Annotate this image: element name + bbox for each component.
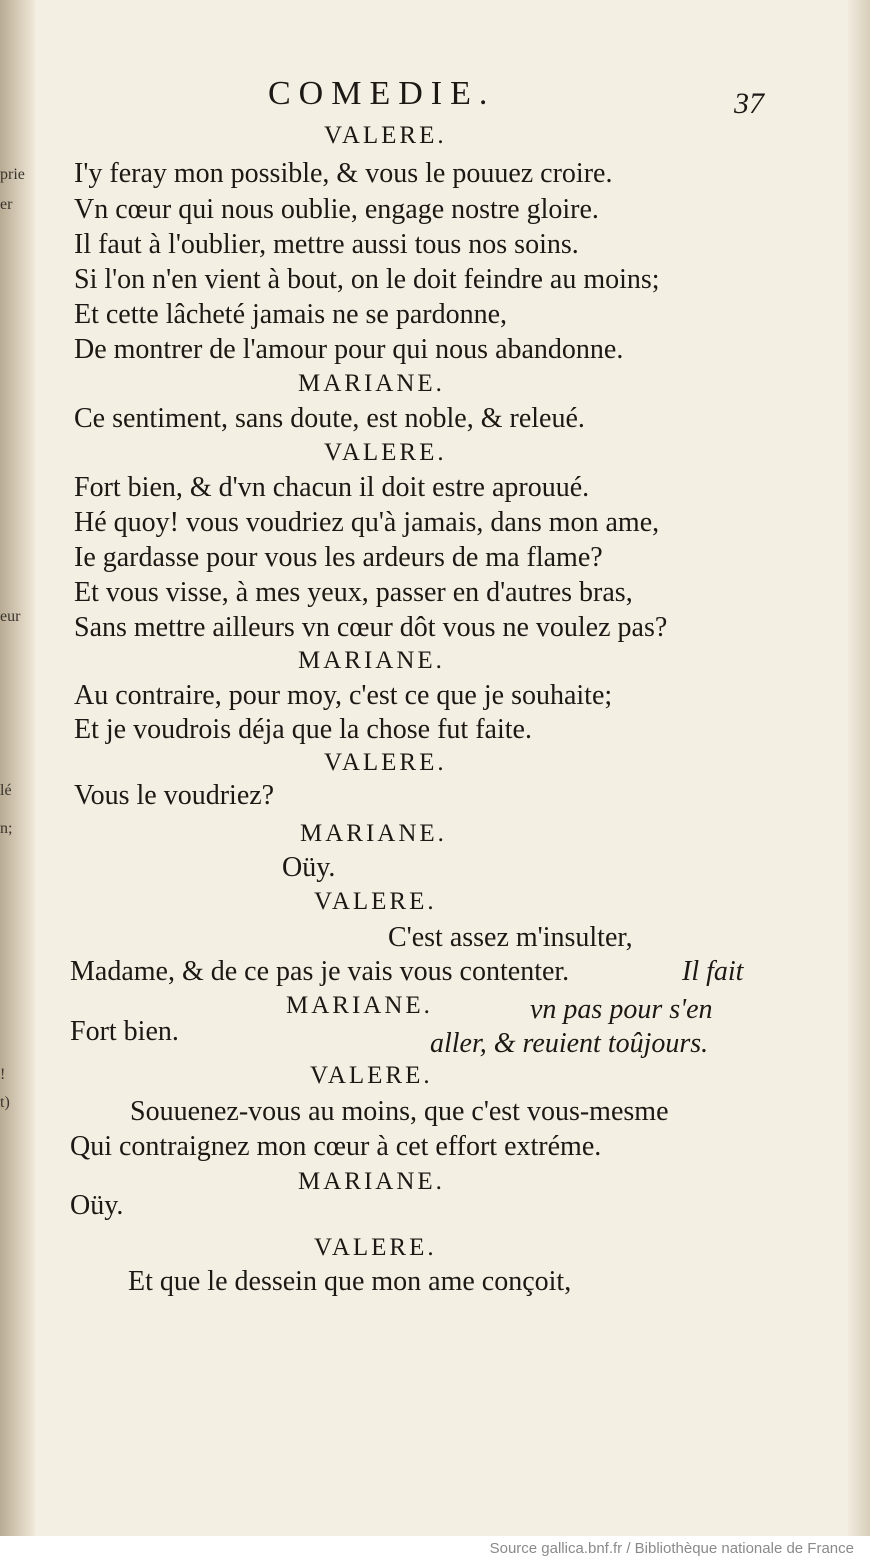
previous-page-edge <box>0 0 34 1536</box>
running-head: COMEDIE. <box>268 75 496 112</box>
verse-line: I'y feray mon possible, & vous le pouuez croire. <box>74 158 613 189</box>
verse-line: Il faut à l'oublier, mettre aussi tous nos soins. <box>74 229 579 260</box>
stage-direction: aller, & reuient toûjours. <box>430 1028 709 1059</box>
verse-line: Et je voudrois déja que la chose fut faite. <box>74 714 532 745</box>
margin-fragment: ! <box>0 1066 6 1083</box>
verse-line: Souuenez-vous au moins, que c'est vous-mesme <box>130 1096 669 1127</box>
verse-line: Ie gardasse pour vous les ardeurs de ma flame? <box>74 542 603 573</box>
verse-line: Et que le dessein que mon ame conçoit, <box>128 1266 572 1297</box>
binding-shadow <box>848 0 870 1536</box>
margin-fragment: lé <box>0 782 12 799</box>
speaker-heading: MARIANE. <box>298 370 445 397</box>
verse-line: Qui contraignez mon cœur à cet effort extréme. <box>70 1131 602 1162</box>
verse-line: De montrer de l'amour pour qui nous abandonne. <box>74 334 624 365</box>
stage-direction: vn pas pour s'en <box>530 994 713 1025</box>
verse-line: Vous le voudriez? <box>74 780 275 811</box>
verse-line: Oüy. <box>70 1190 124 1221</box>
speaker-heading: VALERE. <box>324 122 447 149</box>
verse-line: Oüy. <box>282 852 336 883</box>
verse-line: Hé quoy! vous voudriez qu'à jamais, dans mon ame, <box>74 507 660 538</box>
speaker-heading: MARIANE. <box>298 1168 445 1195</box>
page-number: 37 <box>734 87 764 120</box>
verse-line: Et cette lâcheté jamais ne se pardonne, <box>74 299 508 330</box>
verse-line: Et vous visse, à mes yeux, passer en d'autres bras, <box>74 577 633 608</box>
speaker-heading: VALERE. <box>324 749 447 776</box>
page-body <box>36 0 848 1536</box>
margin-fragment: eur <box>0 608 21 625</box>
verse-line: Madame, & de ce pas je vais vous contenter. <box>70 956 570 987</box>
margin-fragment: er <box>0 196 13 213</box>
margin-fragment: prie <box>0 166 25 183</box>
verse-line: Sans mettre ailleurs vn cœur dôt vous ne voulez pas? <box>74 612 668 643</box>
verse-line: Si l'on n'en vient à bout, on le doit feindre au moins; <box>74 264 660 295</box>
speaker-heading: VALERE. <box>314 888 437 915</box>
stage-direction: Il fait <box>682 956 744 987</box>
speaker-heading: VALERE. <box>324 439 447 466</box>
verse-line: C'est assez m'insulter, <box>388 922 633 953</box>
verse-line: Vn cœur qui nous oublie, engage nostre gloire. <box>74 194 599 225</box>
speaker-heading: VALERE. <box>310 1062 433 1089</box>
verse-line: Au contraire, pour moy, c'est ce que je souhaite; <box>74 680 613 711</box>
verse-line: Ce sentiment, sans doute, est noble, & releué. <box>74 403 585 434</box>
margin-fragment: t) <box>0 1094 10 1111</box>
verse-line: Fort bien, & d'vn chacun il doit estre aprouué. <box>74 472 590 503</box>
margin-fragment: n; <box>0 820 13 837</box>
speaker-heading: MARIANE. <box>300 820 447 847</box>
source-attribution: Source gallica.bnf.fr / Bibliothèque nationale de France <box>489 1540 854 1557</box>
verse-line: Fort bien. <box>70 1016 179 1047</box>
speaker-heading: VALERE. <box>314 1234 437 1261</box>
speaker-heading: MARIANE. <box>286 992 433 1019</box>
speaker-heading: MARIANE. <box>298 647 445 674</box>
